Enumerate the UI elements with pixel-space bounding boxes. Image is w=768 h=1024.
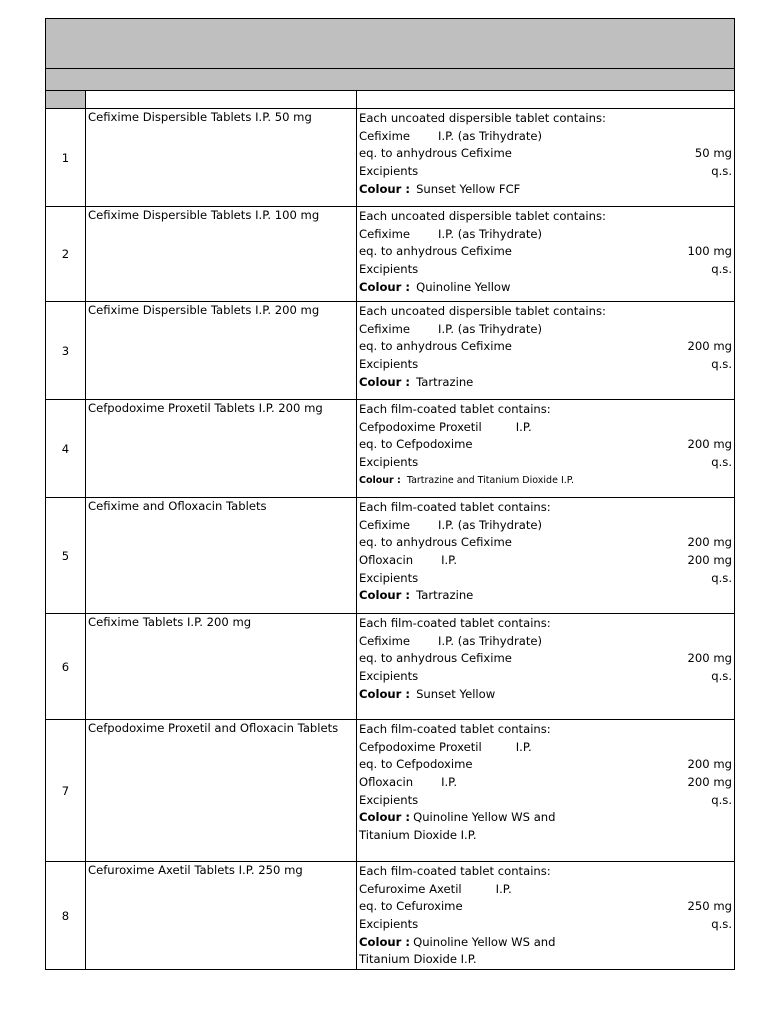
colour-group (359, 934, 556, 952)
sr-no-cell (46, 498, 86, 614)
active-ingredient-group (359, 128, 542, 146)
subtitle-band-cell (46, 69, 735, 91)
header-product-cell (86, 91, 357, 109)
colour-value: Quinoline Yellow (416, 279, 511, 294)
excipients-label: Excipients (359, 262, 419, 277)
excipients-line (359, 668, 732, 686)
composition-intro-line (359, 863, 732, 881)
sr-no-cell (46, 614, 86, 720)
composition-intro: Each film-coated tablet contains: (359, 722, 551, 736)
equivalent-label: eq. to anhydrous Cefixime (359, 146, 512, 161)
excipients-quantity: q.s. (711, 262, 733, 277)
product-name: Cefixime Tablets I.P. 200 mg (88, 615, 252, 629)
second-ingredient-line (359, 774, 732, 792)
equivalent-line (359, 243, 732, 261)
table-row (46, 862, 735, 970)
composition-cell (357, 862, 735, 970)
equivalent-label: eq. to anhydrous Cefixime (359, 651, 512, 666)
colour-group (359, 279, 511, 297)
active-ingredient-name: Cefpodoxime Proxetil (359, 739, 482, 754)
colour-group (359, 374, 473, 392)
colour-label: Colour : (359, 374, 411, 389)
active-ingredient-name: Cefixime (359, 517, 411, 532)
composition-cell (357, 498, 735, 614)
table-row (46, 400, 735, 498)
active-ingredient-line (359, 321, 732, 339)
equivalent-quantity: 200 mg (687, 651, 733, 666)
sr-no-cell (46, 207, 86, 302)
excipients-line (359, 261, 732, 279)
active-ingredient-group (359, 881, 512, 899)
product-name-cell (86, 400, 357, 498)
excipients-quantity: q.s. (711, 357, 733, 372)
product-name: Cefixime Dispersible Tablets I.P. 100 mg (88, 208, 320, 222)
colour-group (359, 809, 556, 827)
colour-line (359, 809, 732, 827)
composition-intro: Each uncoated dispersible tablet contains: (359, 304, 606, 318)
equivalent-label: eq. to anhydrous Cefixime (359, 339, 512, 354)
table-row (46, 302, 735, 400)
composition-intro: Each film-coated tablet contains: (359, 500, 551, 514)
excipients-line (359, 163, 732, 181)
equivalent-line (359, 650, 732, 668)
colour-continuation-line (359, 951, 732, 969)
equivalent-label: eq. to Cefpodoxime (359, 757, 473, 772)
pharmacopoeia-spec: I.P. (515, 419, 532, 434)
equivalent-line (359, 898, 732, 916)
header-row (46, 91, 735, 109)
equivalent-quantity: 250 mg (687, 899, 733, 914)
equivalent-label: eq. to anhydrous Cefixime (359, 535, 512, 550)
sr-no-cell (46, 109, 86, 207)
colour-line (359, 374, 732, 392)
sr-no-cell (46, 302, 86, 400)
excipients-quantity: q.s. (711, 570, 733, 585)
product-table-body (46, 19, 735, 970)
composition-cell (357, 302, 735, 400)
colour-value: Sunset Yellow FCF (416, 181, 521, 196)
equivalent-quantity: 200 mg (687, 437, 733, 452)
subtitle-band (46, 69, 735, 91)
product-name-cell (86, 109, 357, 207)
pharmacopoeia-spec: I.P. (441, 775, 458, 790)
sr-no: 2 (61, 247, 70, 261)
table-row (46, 498, 735, 614)
pharmacopoeia-spec: I.P. (515, 739, 532, 754)
active-ingredient-line (359, 633, 732, 651)
product-name-cell (86, 862, 357, 970)
table-row (46, 720, 735, 862)
excipients-label: Excipients (359, 357, 419, 372)
excipients-quantity: q.s. (711, 792, 733, 807)
composition-intro-line (359, 721, 732, 739)
excipients-label: Excipients (359, 669, 419, 684)
composition-intro: Each uncoated dispersible tablet contains: (359, 111, 606, 125)
header-composition-cell (357, 91, 735, 109)
equivalent-quantity: 200 mg (687, 339, 733, 354)
active-ingredient-line (359, 881, 732, 899)
active-ingredient-line (359, 739, 732, 757)
equivalent-quantity: 200 mg (687, 535, 733, 550)
excipients-quantity: q.s. (711, 455, 733, 470)
excipients-label: Excipients (359, 792, 419, 807)
pharmacopoeia-spec: I.P. (441, 553, 458, 568)
sr-no: 1 (61, 150, 70, 165)
colour-label: Colour : (359, 810, 411, 825)
product-name-cell (86, 498, 357, 614)
second-ingredient-name: Ofloxacin (359, 553, 414, 568)
colour-line (359, 686, 732, 704)
active-ingredient-line (359, 128, 732, 146)
excipients-label: Excipients (359, 455, 419, 470)
second-ingredient-name: Ofloxacin (359, 775, 414, 790)
equivalent-label: eq. to Cefuroxime (359, 899, 463, 914)
active-ingredient-name: Cefixime (359, 633, 411, 648)
excipients-label: Excipients (359, 917, 419, 932)
composition-cell (357, 614, 735, 720)
pharmacopoeia-spec: I.P. (as Trihydrate) (438, 633, 543, 648)
active-ingredient-name: Cefpodoxime Proxetil (359, 419, 482, 434)
composition-cell (357, 207, 735, 302)
composition-cell (357, 400, 735, 498)
sr-no-cell (46, 720, 86, 862)
product-name-cell (86, 720, 357, 862)
equivalent-line (359, 436, 732, 454)
colour-value: Tartrazine (416, 588, 474, 603)
composition-intro-line (359, 208, 732, 226)
active-ingredient-group (359, 517, 542, 535)
active-ingredient-name: Cefixime (359, 226, 411, 241)
composition-intro-line (359, 303, 732, 321)
active-ingredient-group (359, 739, 532, 757)
composition-intro-line (359, 401, 732, 419)
active-ingredient-name: Cefixime (359, 321, 411, 336)
excipients-line (359, 356, 732, 374)
colour-group (359, 472, 574, 490)
second-ingredient-quantity: 200 mg (687, 553, 733, 568)
colour-value: Sunset Yellow (416, 686, 496, 701)
excipients-quantity: q.s. (711, 164, 733, 179)
composition-cell (357, 109, 735, 207)
sr-no-cell (46, 400, 86, 498)
colour-continuation-line (359, 827, 732, 845)
product-name-cell (86, 302, 357, 400)
sr-no: 7 (61, 783, 70, 798)
active-ingredient-group (359, 321, 542, 339)
second-ingredient-group (359, 552, 457, 570)
active-ingredient-group (359, 419, 532, 437)
active-ingredient-line (359, 517, 732, 535)
equivalent-line (359, 338, 732, 356)
pharmacopoeia-spec: I.P. (as Trihydrate) (438, 226, 543, 241)
colour-value: Tartrazine and Titanium Dioxide I.P. (406, 474, 575, 486)
sr-no: 5 (61, 548, 70, 563)
equivalent-line (359, 756, 732, 774)
product-name: Cefixime Dispersible Tablets I.P. 200 mg (88, 303, 320, 317)
composition-intro: Each uncoated dispersible tablet contains: (359, 209, 606, 223)
equivalent-line (359, 145, 732, 163)
product-name: Cefixime and Ofloxacin Tablets (88, 499, 267, 513)
product-name-cell (86, 614, 357, 720)
product-name: Cefpodoxime Proxetil and Ofloxacin Tablets (88, 721, 339, 735)
excipients-label: Excipients (359, 164, 419, 179)
excipients-line (359, 916, 732, 934)
colour-label: Colour : (359, 279, 411, 294)
excipients-quantity: q.s. (711, 917, 733, 932)
composition-cell (357, 720, 735, 862)
colour-value: Quinoline Yellow WS and (413, 934, 556, 949)
pharmacopoeia-spec: I.P. (as Trihydrate) (438, 517, 543, 532)
table-row (46, 614, 735, 720)
second-ingredient-group (359, 774, 457, 792)
second-ingredient-quantity: 200 mg (687, 775, 733, 790)
excipients-line (359, 792, 732, 810)
colour-label: Colour : (359, 474, 401, 486)
composition-intro-line (359, 615, 732, 633)
equivalent-quantity: 100 mg (687, 244, 733, 259)
product-name: Cefuroxime Axetil Tablets I.P. 250 mg (88, 863, 303, 877)
colour-label: Colour : (359, 588, 411, 603)
active-ingredient-group (359, 633, 542, 651)
colour-line (359, 472, 732, 490)
sr-no-cell (46, 862, 86, 970)
sr-no: 8 (61, 908, 70, 923)
pharmacopoeia-spec: I.P. (495, 881, 512, 896)
header-sr-cell (46, 91, 86, 109)
composition-intro: Each film-coated tablet contains: (359, 864, 551, 878)
product-name-cell (86, 207, 357, 302)
composition-intro: Each film-coated tablet contains: (359, 616, 551, 630)
colour-group (359, 181, 520, 199)
product-name: Cefixime Dispersible Tablets I.P. 50 mg (88, 110, 312, 124)
product-name: Cefpodoxime Proxetil Tablets I.P. 200 mg (88, 401, 323, 415)
equivalent-label: eq. to Cefpodoxime (359, 437, 473, 452)
excipients-line (359, 570, 732, 588)
equivalent-quantity: 50 mg (694, 146, 733, 161)
colour-value: Quinoline Yellow WS and (413, 810, 556, 825)
colour-line (359, 279, 732, 297)
pharmacopoeia-spec: I.P. (as Trihydrate) (438, 128, 543, 143)
table-row (46, 109, 735, 207)
composition-intro-line (359, 499, 732, 517)
pharmacopoeia-spec: I.P. (as Trihydrate) (438, 321, 543, 336)
active-ingredient-group (359, 226, 542, 244)
active-ingredient-name: Cefixime (359, 128, 411, 143)
colour-value-continued: Titanium Dioxide I.P. (359, 828, 477, 843)
excipients-label: Excipients (359, 570, 419, 585)
second-ingredient-line (359, 552, 732, 570)
composition-intro-line (359, 110, 732, 128)
colour-label: Colour : (359, 934, 411, 949)
colour-value: Tartrazine (416, 374, 474, 389)
product-table (45, 18, 735, 970)
colour-group (359, 686, 495, 704)
title-band-cell (46, 19, 735, 69)
sr-no: 6 (61, 659, 70, 674)
excipients-line (359, 454, 732, 472)
table-row (46, 207, 735, 302)
active-ingredient-line (359, 226, 732, 244)
colour-line (359, 934, 732, 952)
composition-intro: Each film-coated tablet contains: (359, 402, 551, 416)
colour-line (359, 181, 732, 199)
equivalent-quantity: 200 mg (687, 757, 733, 772)
colour-label: Colour : (359, 181, 411, 196)
excipients-quantity: q.s. (711, 669, 733, 684)
colour-label: Colour : (359, 686, 411, 701)
colour-line (359, 587, 732, 605)
active-ingredient-name: Cefuroxime Axetil (359, 881, 462, 896)
sr-no: 4 (61, 441, 70, 456)
equivalent-line (359, 534, 732, 552)
title-band (46, 19, 735, 69)
active-ingredient-line (359, 419, 732, 437)
colour-value-continued: Titanium Dioxide I.P. (359, 952, 477, 967)
colour-group (359, 587, 473, 605)
sr-no: 3 (61, 343, 70, 358)
equivalent-label: eq. to anhydrous Cefixime (359, 244, 512, 259)
